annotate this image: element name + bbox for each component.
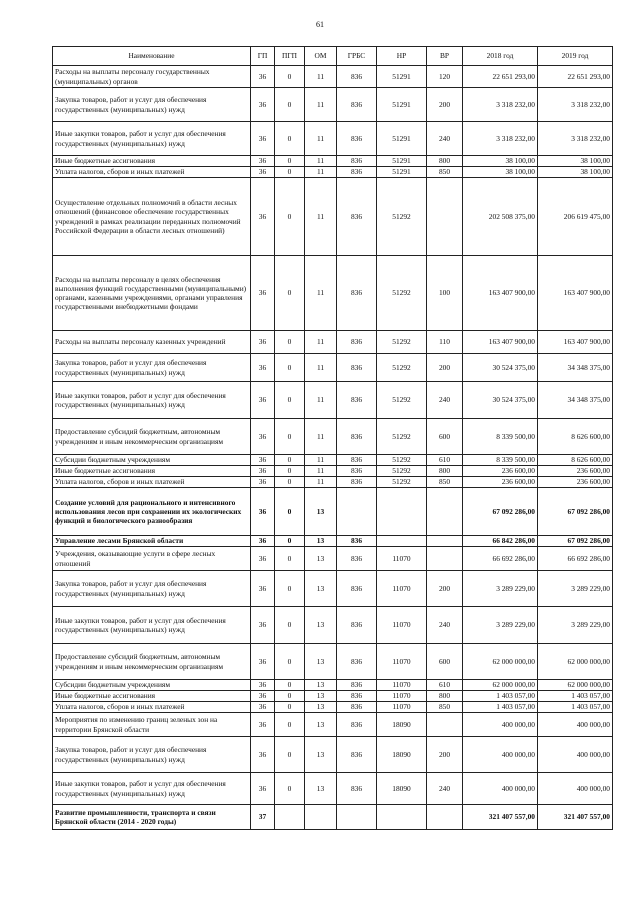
cell-gp: 36 xyxy=(251,773,275,805)
cell-gp: 36 xyxy=(251,88,275,122)
cell-pgp: 0 xyxy=(275,691,305,702)
cell-2019: 321 407 557,00 xyxy=(538,805,613,830)
cell-2018: 163 407 900,00 xyxy=(463,256,538,331)
cell-vr: 800 xyxy=(427,156,463,167)
table-row xyxy=(53,167,613,178)
cell-name: Уплата налогов, сборов и иных платежей xyxy=(53,167,251,178)
cell-om: 13 xyxy=(305,773,337,805)
cell-gp: 36 xyxy=(251,382,275,419)
cell-grbs: 836 xyxy=(337,644,377,680)
cell-nr: 11070 xyxy=(377,702,427,713)
cell-vr: 200 xyxy=(427,737,463,773)
cell-2019: 400 000,00 xyxy=(538,737,613,773)
header-2018: 2018 год xyxy=(463,47,538,66)
cell-vr: 600 xyxy=(427,419,463,455)
cell-pgp: 0 xyxy=(275,571,305,607)
cell-om: 13 xyxy=(305,644,337,680)
cell-nr: 51291 xyxy=(377,156,427,167)
cell-pgp: 0 xyxy=(275,66,305,88)
cell-2019: 34 348 375,00 xyxy=(538,354,613,382)
cell-gp: 36 xyxy=(251,156,275,167)
cell-grbs: 836 xyxy=(337,354,377,382)
cell-grbs: 836 xyxy=(337,737,377,773)
cell-2018: 3 289 229,00 xyxy=(463,607,538,644)
cell-grbs: 836 xyxy=(337,382,377,419)
cell-2019: 34 348 375,00 xyxy=(538,382,613,419)
cell-name: Уплата налогов, сборов и иных платежей xyxy=(53,477,251,488)
cell-pgp: 0 xyxy=(275,256,305,331)
table-row xyxy=(53,256,613,331)
cell-pgp: 0 xyxy=(275,713,305,737)
cell-2018: 8 339 500,00 xyxy=(463,455,538,466)
cell-nr: 51292 xyxy=(377,419,427,455)
cell-nr: 11070 xyxy=(377,680,427,691)
table-row xyxy=(53,331,613,354)
cell-om: 11 xyxy=(305,167,337,178)
cell-grbs: 836 xyxy=(337,477,377,488)
cell-2019: 67 092 286,00 xyxy=(538,536,613,547)
table-row xyxy=(53,419,613,455)
cell-om: 11 xyxy=(305,66,337,88)
cell-grbs xyxy=(337,488,377,536)
header-gp: ГП xyxy=(251,47,275,66)
cell-grbs: 836 xyxy=(337,713,377,737)
cell-nr: 18090 xyxy=(377,773,427,805)
cell-gp: 36 xyxy=(251,466,275,477)
cell-nr: 18090 xyxy=(377,713,427,737)
cell-om: 13 xyxy=(305,702,337,713)
cell-2018: 38 100,00 xyxy=(463,156,538,167)
table-row xyxy=(53,178,613,256)
cell-name: Иные бюджетные ассигнования xyxy=(53,466,251,477)
table-row xyxy=(53,702,613,713)
cell-om xyxy=(305,805,337,830)
cell-grbs: 836 xyxy=(337,419,377,455)
cell-nr: 51292 xyxy=(377,256,427,331)
cell-nr xyxy=(377,488,427,536)
cell-name: Расходы на выплаты персоналу государственных (муниципальных) органов xyxy=(53,66,251,88)
cell-pgp: 0 xyxy=(275,536,305,547)
table-row xyxy=(53,156,613,167)
cell-om: 11 xyxy=(305,178,337,256)
cell-pgp: 0 xyxy=(275,773,305,805)
cell-pgp xyxy=(275,805,305,830)
cell-name: Субсидии бюджетным учреждениям xyxy=(53,455,251,466)
cell-gp: 36 xyxy=(251,713,275,737)
cell-nr: 51292 xyxy=(377,178,427,256)
table-row xyxy=(53,354,613,382)
cell-2018: 400 000,00 xyxy=(463,737,538,773)
cell-name: Развитие промышленности, транспорта и связи Брянской области (2014 - 2020 годы) xyxy=(53,805,251,830)
cell-nr: 51291 xyxy=(377,88,427,122)
cell-grbs xyxy=(337,805,377,830)
cell-name: Создание условий для рационального и интенсивного использования лесов при сохранении их экологических функций и биологического разнообразия xyxy=(53,488,251,536)
cell-grbs: 836 xyxy=(337,773,377,805)
table-row xyxy=(53,66,613,88)
cell-2018: 30 524 375,00 xyxy=(463,382,538,419)
cell-2019: 400 000,00 xyxy=(538,713,613,737)
cell-pgp: 0 xyxy=(275,419,305,455)
cell-om: 11 xyxy=(305,122,337,156)
cell-grbs: 836 xyxy=(337,455,377,466)
cell-name: Предоставление субсидий бюджетным, автономным учреждениям и иным некоммерческим организациям xyxy=(53,419,251,455)
cell-om: 13 xyxy=(305,547,337,571)
cell-2019: 163 407 900,00 xyxy=(538,331,613,354)
cell-grbs: 836 xyxy=(337,178,377,256)
cell-om: 11 xyxy=(305,466,337,477)
cell-gp: 36 xyxy=(251,178,275,256)
cell-2018: 400 000,00 xyxy=(463,713,538,737)
header-vr: ВР xyxy=(427,47,463,66)
cell-pgp: 0 xyxy=(275,680,305,691)
cell-gp: 36 xyxy=(251,331,275,354)
cell-2018: 38 100,00 xyxy=(463,167,538,178)
cell-nr: 11070 xyxy=(377,607,427,644)
table-row xyxy=(53,607,613,644)
cell-vr xyxy=(427,178,463,256)
cell-name: Иные закупки товаров, работ и услуг для обеспечения государственных (муниципальных) нужд xyxy=(53,773,251,805)
cell-om: 11 xyxy=(305,88,337,122)
cell-2019: 3 289 229,00 xyxy=(538,571,613,607)
cell-nr: 51291 xyxy=(377,66,427,88)
table-header-row xyxy=(53,47,613,66)
table-row xyxy=(53,713,613,737)
cell-name: Иные закупки товаров, работ и услуг для обеспечения государственных (муниципальных) нужд xyxy=(53,607,251,644)
cell-vr: 200 xyxy=(427,88,463,122)
cell-om: 13 xyxy=(305,680,337,691)
table-row xyxy=(53,382,613,419)
cell-gp: 36 xyxy=(251,488,275,536)
cell-2019: 38 100,00 xyxy=(538,167,613,178)
cell-name: Закупка товаров, работ и услуг для обеспечения государственных (муниципальных) нужд xyxy=(53,737,251,773)
cell-grbs: 836 xyxy=(337,256,377,331)
cell-gp: 36 xyxy=(251,66,275,88)
cell-pgp: 0 xyxy=(275,488,305,536)
cell-2018: 1 403 057,00 xyxy=(463,691,538,702)
cell-2018: 66 692 286,00 xyxy=(463,547,538,571)
cell-vr: 240 xyxy=(427,122,463,156)
cell-2019: 3 289 229,00 xyxy=(538,607,613,644)
cell-pgp: 0 xyxy=(275,382,305,419)
cell-2018: 1 403 057,00 xyxy=(463,702,538,713)
cell-name: Расходы на выплаты персоналу в целях обеспечения выполнения функций государственными (муниципальными) органами, казенными учреждениями, органами управления государственными внебюджетными фондами xyxy=(53,256,251,331)
cell-pgp: 0 xyxy=(275,737,305,773)
table-row xyxy=(53,547,613,571)
cell-pgp: 0 xyxy=(275,88,305,122)
cell-2018: 236 600,00 xyxy=(463,477,538,488)
cell-name: Иные бюджетные ассигнования xyxy=(53,156,251,167)
cell-name: Расходы на выплаты персоналу казенных учреждений xyxy=(53,331,251,354)
cell-2019: 62 000 000,00 xyxy=(538,644,613,680)
cell-2019: 236 600,00 xyxy=(538,477,613,488)
cell-pgp: 0 xyxy=(275,607,305,644)
cell-2019: 38 100,00 xyxy=(538,156,613,167)
cell-gp: 36 xyxy=(251,644,275,680)
header-grbs: ГРБС xyxy=(337,47,377,66)
cell-om: 13 xyxy=(305,536,337,547)
cell-om: 11 xyxy=(305,419,337,455)
cell-gp: 36 xyxy=(251,680,275,691)
cell-grbs: 836 xyxy=(337,331,377,354)
cell-pgp: 0 xyxy=(275,455,305,466)
cell-grbs: 836 xyxy=(337,66,377,88)
cell-nr: 51292 xyxy=(377,477,427,488)
cell-om: 11 xyxy=(305,256,337,331)
cell-name: Закупка товаров, работ и услуг для обеспечения государственных (муниципальных) нужд xyxy=(53,88,251,122)
cell-grbs: 836 xyxy=(337,691,377,702)
cell-vr: 240 xyxy=(427,607,463,644)
table-row xyxy=(53,488,613,536)
cell-gp: 36 xyxy=(251,419,275,455)
header-nr: НР xyxy=(377,47,427,66)
header-om: ОМ xyxy=(305,47,337,66)
cell-gp: 36 xyxy=(251,167,275,178)
cell-grbs: 836 xyxy=(337,122,377,156)
table-row xyxy=(53,477,613,488)
cell-name: Уплата налогов, сборов и иных платежей xyxy=(53,702,251,713)
cell-name: Закупка товаров, работ и услуг для обеспечения государственных (муниципальных) нужд xyxy=(53,354,251,382)
cell-name: Иные бюджетные ассигнования xyxy=(53,691,251,702)
cell-om: 13 xyxy=(305,571,337,607)
cell-2019: 1 403 057,00 xyxy=(538,691,613,702)
table-row xyxy=(53,466,613,477)
cell-nr: 11070 xyxy=(377,571,427,607)
cell-2019: 400 000,00 xyxy=(538,773,613,805)
table-row xyxy=(53,122,613,156)
cell-nr: 11070 xyxy=(377,644,427,680)
table-row xyxy=(53,805,613,830)
cell-2019: 67 092 286,00 xyxy=(538,488,613,536)
cell-gp: 36 xyxy=(251,354,275,382)
cell-vr: 110 xyxy=(427,331,463,354)
cell-vr: 200 xyxy=(427,354,463,382)
cell-2018: 66 842 286,00 xyxy=(463,536,538,547)
cell-2018: 22 651 293,00 xyxy=(463,66,538,88)
cell-grbs: 836 xyxy=(337,702,377,713)
cell-gp: 37 xyxy=(251,805,275,830)
cell-2019: 206 619 475,00 xyxy=(538,178,613,256)
cell-nr: 51292 xyxy=(377,382,427,419)
cell-vr: 850 xyxy=(427,477,463,488)
cell-nr: 51292 xyxy=(377,455,427,466)
table-row xyxy=(53,88,613,122)
cell-pgp: 0 xyxy=(275,547,305,571)
cell-2018: 321 407 557,00 xyxy=(463,805,538,830)
cell-vr: 240 xyxy=(427,773,463,805)
cell-2018: 62 000 000,00 xyxy=(463,644,538,680)
cell-name: Управление лесами Брянской области xyxy=(53,536,251,547)
cell-2018: 8 339 500,00 xyxy=(463,419,538,455)
cell-grbs: 836 xyxy=(337,156,377,167)
cell-grbs: 836 xyxy=(337,571,377,607)
cell-2019: 22 651 293,00 xyxy=(538,66,613,88)
cell-gp: 36 xyxy=(251,737,275,773)
cell-om: 13 xyxy=(305,607,337,644)
cell-grbs: 836 xyxy=(337,167,377,178)
cell-vr: 610 xyxy=(427,455,463,466)
cell-om: 13 xyxy=(305,691,337,702)
cell-2018: 3 289 229,00 xyxy=(463,571,538,607)
cell-vr: 800 xyxy=(427,466,463,477)
cell-2019: 1 403 057,00 xyxy=(538,702,613,713)
cell-2018: 236 600,00 xyxy=(463,466,538,477)
cell-pgp: 0 xyxy=(275,178,305,256)
table-row xyxy=(53,455,613,466)
cell-nr: 51291 xyxy=(377,167,427,178)
budget-table xyxy=(52,46,613,830)
cell-gp: 36 xyxy=(251,122,275,156)
cell-2019: 8 626 600,00 xyxy=(538,455,613,466)
cell-nr: 51292 xyxy=(377,466,427,477)
cell-om: 11 xyxy=(305,156,337,167)
cell-gp: 36 xyxy=(251,691,275,702)
cell-2019: 62 000 000,00 xyxy=(538,680,613,691)
cell-om: 11 xyxy=(305,382,337,419)
cell-om: 11 xyxy=(305,354,337,382)
cell-om: 13 xyxy=(305,713,337,737)
table-row xyxy=(53,773,613,805)
cell-vr: 200 xyxy=(427,571,463,607)
cell-gp: 36 xyxy=(251,477,275,488)
cell-nr: 51292 xyxy=(377,331,427,354)
cell-om: 13 xyxy=(305,737,337,773)
cell-grbs: 836 xyxy=(337,536,377,547)
cell-gp: 36 xyxy=(251,536,275,547)
cell-gp: 36 xyxy=(251,571,275,607)
cell-name: Иные закупки товаров, работ и услуг для обеспечения государственных (муниципальных) нужд xyxy=(53,122,251,156)
cell-vr xyxy=(427,547,463,571)
cell-gp: 36 xyxy=(251,455,275,466)
cell-vr: 850 xyxy=(427,167,463,178)
cell-name: Иные закупки товаров, работ и услуг для обеспечения государственных (муниципальных) нужд xyxy=(53,382,251,419)
cell-pgp: 0 xyxy=(275,477,305,488)
table-row xyxy=(53,644,613,680)
cell-grbs: 836 xyxy=(337,88,377,122)
cell-name: Учреждения, оказывающие услуги в сфере лесных отношений xyxy=(53,547,251,571)
cell-2018: 3 318 232,00 xyxy=(463,88,538,122)
table-row xyxy=(53,680,613,691)
cell-vr: 120 xyxy=(427,66,463,88)
cell-grbs: 836 xyxy=(337,547,377,571)
cell-2019: 66 692 286,00 xyxy=(538,547,613,571)
cell-vr: 800 xyxy=(427,691,463,702)
cell-pgp: 0 xyxy=(275,122,305,156)
cell-gp: 36 xyxy=(251,547,275,571)
header-name: Наименование xyxy=(53,47,251,66)
cell-vr: 610 xyxy=(427,680,463,691)
cell-vr xyxy=(427,713,463,737)
cell-2018: 400 000,00 xyxy=(463,773,538,805)
cell-vr: 600 xyxy=(427,644,463,680)
cell-vr xyxy=(427,805,463,830)
table-row xyxy=(53,691,613,702)
cell-2019: 3 318 232,00 xyxy=(538,122,613,156)
header-2019: 2019 год xyxy=(538,47,613,66)
cell-2018: 3 318 232,00 xyxy=(463,122,538,156)
table-row xyxy=(53,571,613,607)
cell-pgp: 0 xyxy=(275,644,305,680)
cell-name: Осуществление отдельных полномочий в области лесных отношений (финансовое обеспечение государственных учреждений в рамках реализации переданных полномочий Российской Федерации в области лесных отношений) xyxy=(53,178,251,256)
cell-gp: 36 xyxy=(251,256,275,331)
cell-om: 13 xyxy=(305,488,337,536)
cell-name: Мероприятия по изменению границ зеленых зон на территории Брянской области xyxy=(53,713,251,737)
cell-om: 11 xyxy=(305,455,337,466)
cell-name: Предоставление субсидий бюджетным, автономным учреждениям и иным некоммерческим организациям xyxy=(53,644,251,680)
cell-2018: 202 508 375,00 xyxy=(463,178,538,256)
cell-gp: 36 xyxy=(251,607,275,644)
cell-nr: 18090 xyxy=(377,737,427,773)
cell-pgp: 0 xyxy=(275,702,305,713)
cell-vr xyxy=(427,536,463,547)
cell-vr: 100 xyxy=(427,256,463,331)
cell-nr: 51291 xyxy=(377,122,427,156)
cell-vr: 850 xyxy=(427,702,463,713)
cell-pgp: 0 xyxy=(275,156,305,167)
cell-2019: 236 600,00 xyxy=(538,466,613,477)
cell-gp: 36 xyxy=(251,702,275,713)
page-number: 61 xyxy=(316,20,324,29)
cell-vr: 240 xyxy=(427,382,463,419)
cell-pgp: 0 xyxy=(275,466,305,477)
cell-nr xyxy=(377,805,427,830)
table-row xyxy=(53,536,613,547)
cell-nr: 51292 xyxy=(377,354,427,382)
cell-pgp: 0 xyxy=(275,354,305,382)
cell-2018: 30 524 375,00 xyxy=(463,354,538,382)
cell-name: Закупка товаров, работ и услуг для обеспечения государственных (муниципальных) нужд xyxy=(53,571,251,607)
cell-2018: 163 407 900,00 xyxy=(463,331,538,354)
cell-2018: 67 092 286,00 xyxy=(463,488,538,536)
cell-om: 11 xyxy=(305,477,337,488)
cell-vr xyxy=(427,488,463,536)
cell-2019: 3 318 232,00 xyxy=(538,88,613,122)
table-row xyxy=(53,737,613,773)
cell-nr: 11070 xyxy=(377,691,427,702)
cell-nr xyxy=(377,536,427,547)
cell-pgp: 0 xyxy=(275,331,305,354)
cell-grbs: 836 xyxy=(337,466,377,477)
cell-om: 11 xyxy=(305,331,337,354)
cell-2018: 62 000 000,00 xyxy=(463,680,538,691)
cell-pgp: 0 xyxy=(275,167,305,178)
header-pgp: ПГП xyxy=(275,47,305,66)
cell-2019: 8 626 600,00 xyxy=(538,419,613,455)
cell-name: Субсидии бюджетным учреждениям xyxy=(53,680,251,691)
cell-grbs: 836 xyxy=(337,607,377,644)
cell-2019: 163 407 900,00 xyxy=(538,256,613,331)
cell-nr: 11070 xyxy=(377,547,427,571)
cell-grbs: 836 xyxy=(337,680,377,691)
